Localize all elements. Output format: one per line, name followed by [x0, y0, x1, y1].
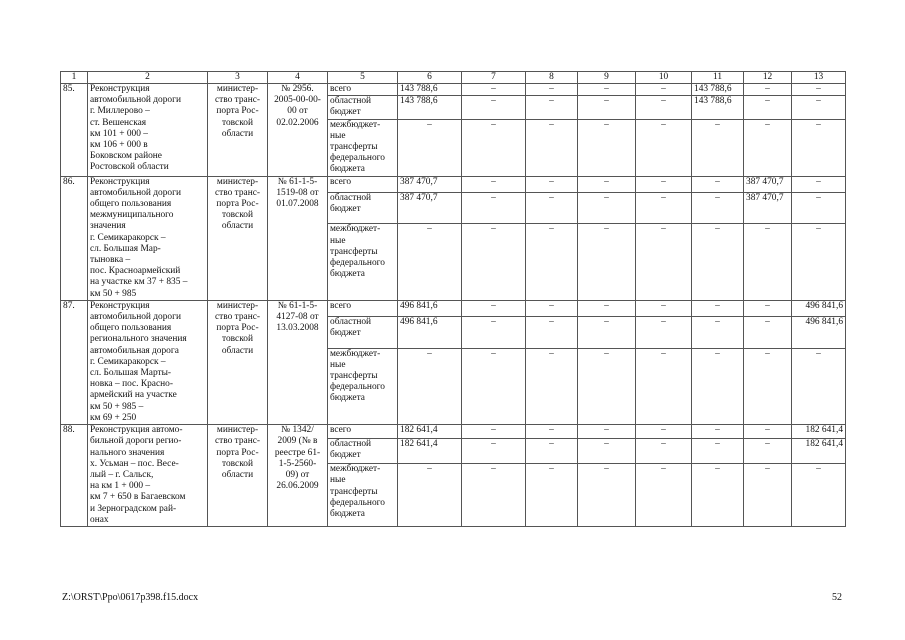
header-cell: 4 — [268, 72, 328, 84]
amount-cell: – — [578, 192, 636, 223]
row-number-cell: 85. — [61, 84, 88, 177]
amount-cell: – — [692, 317, 744, 348]
header-cell: 12 — [744, 72, 792, 84]
amount-cell: – — [636, 119, 692, 176]
amount-cell: – — [744, 119, 792, 176]
amount-cell: – — [792, 84, 846, 96]
amount-cell: – — [578, 84, 636, 96]
amount-cell: 143 788,6 — [692, 96, 744, 119]
amount-cell: – — [526, 176, 578, 192]
amount-cell: – — [398, 224, 462, 300]
amount-cell: 387 470,7 — [744, 192, 792, 223]
amount-cell: – — [462, 348, 526, 424]
row-number-cell: 86. — [61, 176, 88, 300]
file-path: Z:\ORST\Ppo\0617p398.f15.docx — [62, 592, 199, 603]
amount-cell: – — [462, 317, 526, 348]
funding-source-cell: всего — [328, 176, 398, 192]
table-row — [61, 425, 846, 438]
amount-cell: – — [636, 425, 692, 438]
header-cell: 10 — [636, 72, 692, 84]
amount-cell: 182 641,4 — [792, 425, 846, 438]
amount-cell: – — [398, 119, 462, 176]
amount-cell: – — [692, 119, 744, 176]
amount-cell: – — [636, 317, 692, 348]
amount-cell: – — [792, 176, 846, 192]
funding-source-cell: межбюджет- ные трансферты федерального бюджета — [328, 119, 398, 176]
funding-source-cell: областной бюджет — [328, 192, 398, 223]
amount-cell: – — [744, 300, 792, 316]
amount-cell: – — [462, 119, 526, 176]
amount-cell: – — [692, 425, 744, 438]
amount-cell: 143 788,6 — [398, 96, 462, 119]
amount-cell: – — [462, 84, 526, 96]
amount-cell: – — [462, 192, 526, 223]
amount-cell: – — [692, 224, 744, 300]
amount-cell: – — [744, 84, 792, 96]
amount-cell: 182 641,4 — [792, 438, 846, 464]
amount-cell: – — [636, 300, 692, 316]
amount-cell: – — [398, 464, 462, 527]
amount-cell: 143 788,6 — [398, 84, 462, 96]
amount-cell: 496 841,6 — [792, 317, 846, 348]
amount-cell: 496 841,6 — [398, 300, 462, 316]
funding-source-cell: всего — [328, 425, 398, 438]
amount-cell: – — [462, 425, 526, 438]
table-row — [61, 176, 846, 192]
data-table — [60, 71, 846, 527]
object-name-cell: Реконструкция автомо- бильной дороги регио- нального значения х. Усьман – пос. Весе- лый – г. Сальск, на км 1 + 000 – км 7 + 650 в Багаевском и Зерноградском рай- онах — [88, 425, 208, 527]
object-name-cell: Реконструкция автомобильной дороги общего пользования межмуниципального значения г. Семикаракорск – сл. Большая Мар- тыновка – пос. Красноармейский на участке км 37 + 835 – км 50 + 985 — [88, 176, 208, 300]
page-number: 52 — [832, 592, 842, 603]
amount-cell: – — [462, 300, 526, 316]
funding-source-cell: областной бюджет — [328, 96, 398, 119]
amount-cell: 387 470,7 — [744, 176, 792, 192]
amount-cell: – — [578, 438, 636, 464]
header-cell: 11 — [692, 72, 744, 84]
amount-cell: – — [692, 438, 744, 464]
header-cell: 3 — [208, 72, 268, 84]
amount-cell: – — [744, 464, 792, 527]
object-name-cell: Реконструкция автомобильной дороги г. Миллерово – ст. Вешенская км 101 + 000 – км 106 + 000 в Боковском районе Ростовской области — [88, 84, 208, 177]
amount-cell: – — [462, 96, 526, 119]
amount-cell: – — [692, 192, 744, 223]
amount-cell: – — [462, 438, 526, 464]
amount-cell: – — [578, 348, 636, 424]
amount-cell: – — [636, 96, 692, 119]
amount-cell: – — [578, 300, 636, 316]
organization-cell: министер- ство транс- порта Рос- товской области — [208, 176, 268, 300]
amount-cell: 387 470,7 — [398, 192, 462, 223]
amount-cell: – — [462, 176, 526, 192]
amount-cell: – — [692, 300, 744, 316]
amount-cell: – — [578, 317, 636, 348]
amount-cell: – — [578, 224, 636, 300]
funding-source-cell: областной бюджет — [328, 438, 398, 464]
header-row — [61, 72, 846, 84]
amount-cell: – — [462, 224, 526, 300]
amount-cell: 496 841,6 — [792, 300, 846, 316]
header-cell: 5 — [328, 72, 398, 84]
header-cell: 7 — [462, 72, 526, 84]
amount-cell: – — [578, 119, 636, 176]
organization-cell: министер- ство транс- порта Рос- товской области — [208, 425, 268, 527]
amount-cell: – — [692, 348, 744, 424]
amount-cell: – — [526, 84, 578, 96]
amount-cell: – — [792, 96, 846, 119]
funding-source-cell: всего — [328, 300, 398, 316]
document-cell: № 61-1-5- 4127-08 от 13.03.2008 — [268, 300, 328, 424]
amount-cell: – — [578, 425, 636, 438]
amount-cell: – — [526, 464, 578, 527]
amount-cell: – — [526, 300, 578, 316]
amount-cell: – — [636, 84, 692, 96]
amount-cell: – — [692, 176, 744, 192]
document-cell: № 2956. 2005-00-00- 00 от 02.02.2006 — [268, 84, 328, 177]
amount-cell: 143 788,6 — [692, 84, 744, 96]
amount-cell: – — [744, 425, 792, 438]
amount-cell: – — [636, 348, 692, 424]
object-name-cell: Реконструкция автомобильной дороги общего пользования регионального значения автомобильная дорога г. Семикаракорск – сл. Большая Марты- новка – пос. Красно- армейский на участке км 50 + 985 – км 69 + 250 — [88, 300, 208, 424]
amount-cell: – — [578, 464, 636, 527]
amount-cell: – — [526, 438, 578, 464]
funding-source-cell: областной бюджет — [328, 317, 398, 348]
table-body — [61, 72, 846, 527]
funding-source-cell: межбюджет- ные трансферты федерального бюджета — [328, 224, 398, 300]
table-row — [61, 300, 846, 316]
amount-cell: – — [526, 96, 578, 119]
header-cell: 1 — [61, 72, 88, 84]
amount-cell: – — [636, 192, 692, 223]
header-cell: 9 — [578, 72, 636, 84]
amount-cell: – — [692, 464, 744, 527]
header-cell: 2 — [88, 72, 208, 84]
amount-cell: – — [792, 224, 846, 300]
row-number-cell: 87. — [61, 300, 88, 424]
amount-cell: – — [744, 224, 792, 300]
document-cell: № 1342/ 2009 (№ в реестре 61- 1-5-2560- 09) от 26.06.2009 — [268, 425, 328, 527]
amount-cell: – — [792, 348, 846, 424]
amount-cell: – — [578, 96, 636, 119]
funding-source-cell: всего — [328, 84, 398, 96]
funding-source-cell: межбюджет- ные трансферты федерального бюджета — [328, 464, 398, 527]
amount-cell: – — [792, 464, 846, 527]
amount-cell: – — [792, 119, 846, 176]
amount-cell: – — [636, 438, 692, 464]
organization-cell: министер- ство транс- порта Рос- товской области — [208, 84, 268, 177]
amount-cell: – — [578, 176, 636, 192]
table-row — [61, 84, 846, 96]
amount-cell: 387 470,7 — [398, 176, 462, 192]
amount-cell: – — [526, 425, 578, 438]
amount-cell: – — [636, 464, 692, 527]
header-cell: 13 — [792, 72, 846, 84]
amount-cell: – — [526, 119, 578, 176]
amount-cell: – — [792, 192, 846, 223]
header-cell: 8 — [526, 72, 578, 84]
amount-cell: 182 641,4 — [398, 425, 462, 438]
row-number-cell: 88. — [61, 425, 88, 527]
amount-cell: – — [636, 176, 692, 192]
amount-cell: – — [398, 348, 462, 424]
amount-cell: – — [526, 224, 578, 300]
amount-cell: – — [526, 192, 578, 223]
amount-cell: – — [526, 348, 578, 424]
organization-cell: министер- ство транс- порта Рос- товской области — [208, 300, 268, 424]
amount-cell: – — [744, 438, 792, 464]
amount-cell: 496 841,6 — [398, 317, 462, 348]
amount-cell: 182 641,4 — [398, 438, 462, 464]
amount-cell: – — [744, 348, 792, 424]
funding-source-cell: межбюджет- ные трансферты федерального бюджета — [328, 348, 398, 424]
amount-cell: – — [526, 317, 578, 348]
amount-cell: – — [744, 317, 792, 348]
amount-cell: – — [744, 96, 792, 119]
amount-cell: – — [462, 464, 526, 527]
header-cell: 6 — [398, 72, 462, 84]
document-cell: № 61-1-5- 1519-08 от 01.07.2008 — [268, 176, 328, 300]
amount-cell: – — [636, 224, 692, 300]
